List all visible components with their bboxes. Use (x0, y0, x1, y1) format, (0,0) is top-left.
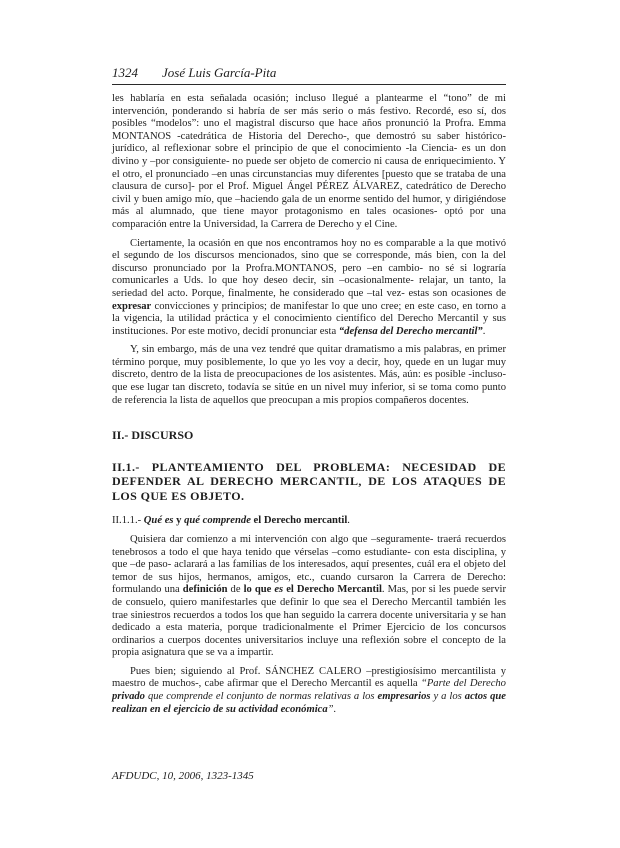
page-number: 1324 (112, 65, 138, 80)
header-rule (112, 84, 506, 85)
emphasis-run: expresar (112, 300, 152, 312)
text-run: . Mas, por si les puede servir de consuelo, quiero manifestarles que definir lo que sea el Derecho Mercantil también les trae siniestros recuerdos a todos los que han seguido la carrera docente universitaria y se han dedicado a esta materia, porque tradicionalmente el Primer Ejercicio de los concursos ordinarios a cuerpos docentes universitarios incluye una reflexión sobre el concepto de la propia asignatura que se va a impartir. (112, 584, 506, 659)
heading-number: II.1.1.- (112, 515, 144, 527)
paragraph-3: Y, sin embargo, más de una vez tendré que quitar dramatismo a mis palabras, en primer término porque, muy posiblemente, lo que yo les voy a decir, hoy, quede en un lugar muy discreto, dentro de la lista de preocupaciones de los asistentes. Más, aún: es posible -incluso- que ese lugar tan discreto, todavía se sitúe en un nivel muy inferior, si se toma como punto de referencia la lista de aquellos que preocupan a mis propios compañeros docentes. (112, 344, 506, 406)
text-run: Ciertamente, la ocasión en que nos encontramos hoy no es comparable a la que motivó el segundo de los discursos mencionados, sino que se corresponde, más bien, con la del discurso pronunciado por la Profra.MONTANOS, pero –en cambio- no sé si lograría comunicarles a Uds. lo que hoy deseo decir, sin –ocasionalmente- relajar, un tanto, la seriedad del acto. Porque, finalmente, he considerado que –tal vez- estas son ocasiones de (112, 237, 506, 299)
page-footer: AFDUDC, 10, 2006, 1323-1345 (112, 770, 254, 782)
emphasis-run: empresarios (377, 691, 431, 703)
quote-run: ”. (327, 703, 337, 715)
emphasis-run: es (274, 584, 284, 596)
text-run: Quisiera dar comienzo a mi intervención con algo que –seguramente- traerá recuerdos tenebrosos a todo el que haya tenido que vérselas –como estudiante- con esta disciplina, y que –de paso- aclarará a las familias de los interesados, aquí presentes, cuál era el objeto del temor de sus hijos, hermanos, amigos, etc., cuando cursaron la Carrera de Derecho: formulando una (112, 533, 506, 596)
paragraph-1: les hablaría en esta señalada ocasión; incluso llegué a plantearme el “tono” de mi intervención, ponderando si habría de ser más serio o más festivo. Recordé, eso sí, dos posibles “modelos”: uno el magistral discurso que hace años pronunció la Profra. Emma MONTANOS -catedrática de Historia del Derecho-, que demostró su saber histórico-jurídico, al reflexionar sobre el principio de que el conocimiento -la Ciencia- es un don divino y –por consiguiente- no puede ser objeto de comercio ni causa de enriquecimiento. Y el otro, el pronunciado –en unas circunstancias muy diferentes [puesto que se trataba de una clausura de curso]- por el Prof. Miguel Ángel PÉREZ ÁLVAREZ, catedrático de Derecho civil y buen amigo mío, que –haciendo gala de un enorme sentido del humor, y dirigiéndose más al alumnado, que tiene mayor protagonismo en tales ocasiones- optó por una comparación entre la Universidad, la Carrera de Derecho y el Cine. (112, 93, 506, 230)
text-run: convicciones y principios; de manifestar lo que uno cree; en este caso, en torno a la vigencia, la utilidad práctica y el conocimiento científico del Derecho Mercantil y sus instituciones. Por este motivo, decidí pronunciar esta (112, 300, 506, 337)
text-run: Pues bien; siguiendo al Prof. SÁNCHEZ CALERO –prestigiosísimo mercantilista y maestro de muchos-, cabe afirmar que el Derecho Mercantil es aquella (112, 665, 506, 690)
heading-run: es (164, 515, 174, 527)
quote-run: y a los (430, 691, 465, 703)
heading-run: . (347, 515, 350, 527)
subsection-heading: II.1.- PLANTEAMIENTO DEL PROBLEMA: NECESIDAD DE DEFENDER AL DERECHO MERCANTIL, DE LOS ATAQUES DE LOS QUE ES OBJETO. (112, 459, 506, 503)
paragraph-4 (112, 534, 506, 660)
text-run: de (227, 584, 244, 596)
section-heading: II.- DISCURSO (112, 428, 194, 443)
quote-run: “Parte del Derecho (420, 678, 506, 690)
quote-run: que comprende el conjunto de normas relativas a los (144, 691, 378, 703)
emphasis-run: privado (112, 691, 145, 703)
subsubsection-heading (112, 515, 506, 528)
heading-run: qué comprende (184, 515, 251, 527)
emphasis-run: el Derecho Mercantil (283, 584, 382, 596)
heading-run: y (173, 515, 185, 527)
paragraph-5 (112, 666, 506, 716)
emphasis-run: definición (182, 584, 228, 596)
emphasis-run: actos que realizan en el ejercicio de su actividad económica (112, 691, 506, 715)
emphasis-run: lo que (243, 584, 275, 596)
page-header (0, 0, 620, 90)
heading-run: el Derecho mercantil (250, 515, 348, 527)
body-text (112, 93, 506, 722)
heading-run: Qué (143, 515, 165, 527)
running-head: José Luis García-Pita (162, 65, 277, 80)
text-run: . (482, 325, 486, 337)
paragraph-2 (112, 238, 506, 339)
emphasis-run: “defensa del Derecho mercantil” (338, 325, 483, 337)
